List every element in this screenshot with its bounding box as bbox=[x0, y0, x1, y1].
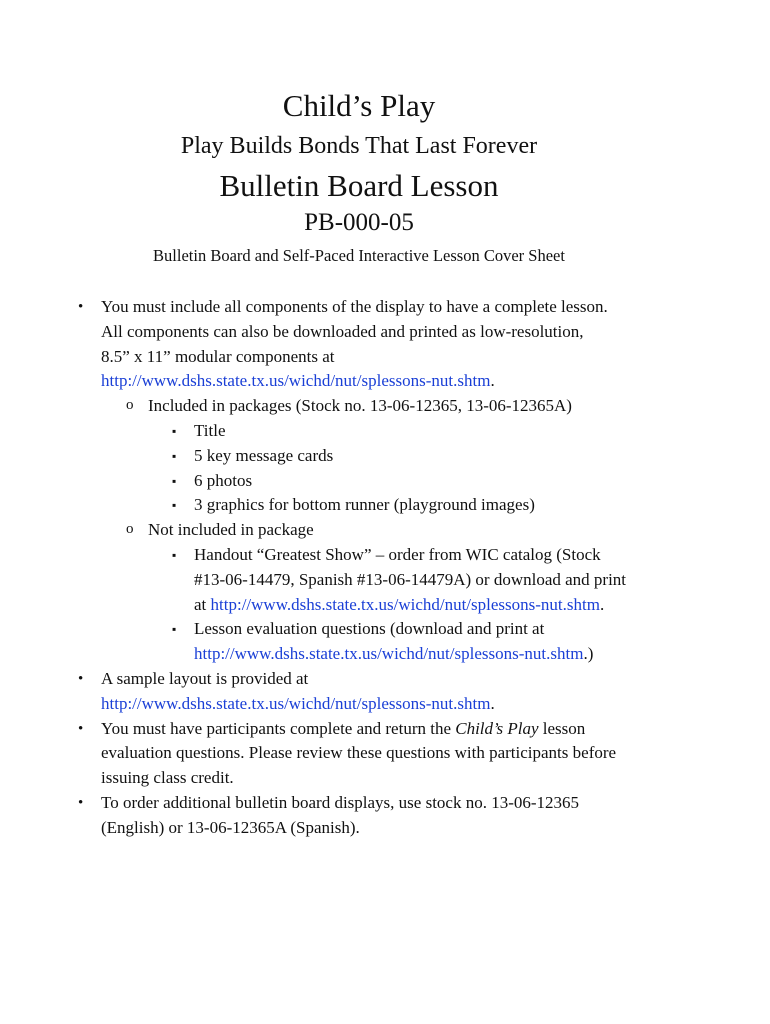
list-text: Handout “Greatest Show” – order from WIC catalog (Stock bbox=[194, 544, 601, 564]
list-text-prefix: You must have participants complete and return the bbox=[101, 718, 456, 738]
lesson-name-italic: Child’s Play bbox=[455, 718, 539, 738]
list-text bbox=[101, 717, 770, 742]
lesson-requirements bbox=[0, 295, 770, 841]
list-text: 5 key message cards bbox=[194, 445, 334, 465]
list-text: Not included in package bbox=[148, 520, 314, 540]
list-text-prefix: at bbox=[194, 594, 211, 614]
circle-marker: o bbox=[126, 521, 134, 538]
bullet-marker: • bbox=[78, 670, 84, 687]
list-item bbox=[0, 444, 770, 469]
list-text: 3 graphics for bottom runner (playground images) bbox=[194, 495, 535, 515]
square-marker: ▪ bbox=[172, 498, 177, 513]
list-text: Lesson evaluation questions (download and print at bbox=[194, 619, 545, 639]
sub-item-not-included bbox=[0, 518, 770, 667]
list-item-handout bbox=[0, 543, 770, 617]
square-marker: ▪ bbox=[172, 423, 177, 438]
list-item-components bbox=[0, 295, 770, 667]
list-text: All components can also be downloaded and printed as low-resolution, bbox=[101, 321, 584, 341]
list-item bbox=[0, 493, 770, 518]
list-text: #13-06-14479, Spanish #13-06-14479A) or download and print bbox=[194, 569, 627, 589]
list-text: 6 photos bbox=[194, 470, 253, 490]
bullet-marker: • bbox=[78, 794, 84, 811]
list-text: You must include all components of the display to have a complete lesson. bbox=[101, 297, 608, 316]
bullet-list bbox=[0, 295, 770, 841]
document-subtitle: Play Builds Bonds That Last Forever bbox=[180, 133, 538, 159]
list-text: A sample layout is provided at bbox=[101, 668, 309, 688]
lesson-code: PB-000-05 bbox=[304, 209, 414, 236]
list-text bbox=[101, 692, 770, 717]
list-item bbox=[0, 469, 770, 494]
not-included-items bbox=[148, 543, 770, 667]
square-marker: ▪ bbox=[172, 547, 177, 562]
list-item bbox=[0, 419, 770, 444]
lessons-link[interactable]: http://www.dshs.state.tx.us/wichd/nut/splessons-nut.shtm bbox=[210, 594, 600, 614]
bullet-marker: • bbox=[78, 720, 84, 737]
list-text bbox=[101, 369, 770, 394]
included-items bbox=[148, 419, 770, 518]
sub-item-included bbox=[0, 394, 770, 518]
list-text-suffix: lesson bbox=[538, 718, 586, 738]
list-text bbox=[194, 642, 770, 667]
bullet-marker: • bbox=[78, 299, 84, 315]
list-text: 8.5” x 11” modular components at bbox=[101, 346, 335, 366]
list-text: evaluation questions. Please review these questions with participants before bbox=[101, 743, 617, 763]
lessons-link[interactable]: http://www.dshs.state.tx.us/wichd/nut/splessons-nut.shtm bbox=[194, 644, 584, 664]
list-text: To order additional bulletin board displays, use stock no. 13-06-12365 bbox=[101, 792, 580, 812]
list-item-ordering bbox=[0, 791, 770, 841]
list-text: issuing class credit. bbox=[101, 768, 234, 788]
punctuation: . bbox=[490, 693, 495, 713]
list-text: Included in packages (Stock no. 13-06-12365, 13-06-12365A) bbox=[148, 396, 572, 416]
document-title: Child’s Play bbox=[282, 88, 436, 123]
list-item-evaluation-requirement bbox=[0, 717, 770, 791]
punctuation: .) bbox=[583, 644, 594, 664]
cover-sheet-caption: Bulletin Board and Self-Paced Interactive Lesson Cover Sheet bbox=[153, 246, 565, 265]
lessons-link[interactable]: http://www.dshs.state.tx.us/wichd/nut/splessons-nut.shtm bbox=[101, 371, 491, 391]
square-marker: ▪ bbox=[172, 448, 177, 463]
punctuation: . bbox=[599, 594, 605, 614]
circle-marker: o bbox=[126, 397, 134, 414]
square-marker: ▪ bbox=[172, 473, 177, 488]
square-marker: ▪ bbox=[172, 622, 177, 637]
lesson-heading: Bulletin Board Lesson bbox=[219, 168, 499, 203]
lessons-link[interactable]: http://www.dshs.state.tx.us/wichd/nut/splessons-nut.shtm bbox=[101, 693, 491, 713]
list-item-sample-layout bbox=[0, 667, 770, 717]
sub-list bbox=[101, 394, 770, 667]
list-text: (English) or 13-06-12365A (Spanish). bbox=[101, 817, 360, 837]
list-text bbox=[194, 593, 770, 618]
list-item-evaluation bbox=[0, 617, 770, 667]
punctuation: . bbox=[490, 371, 495, 391]
list-text: Title bbox=[194, 420, 226, 440]
